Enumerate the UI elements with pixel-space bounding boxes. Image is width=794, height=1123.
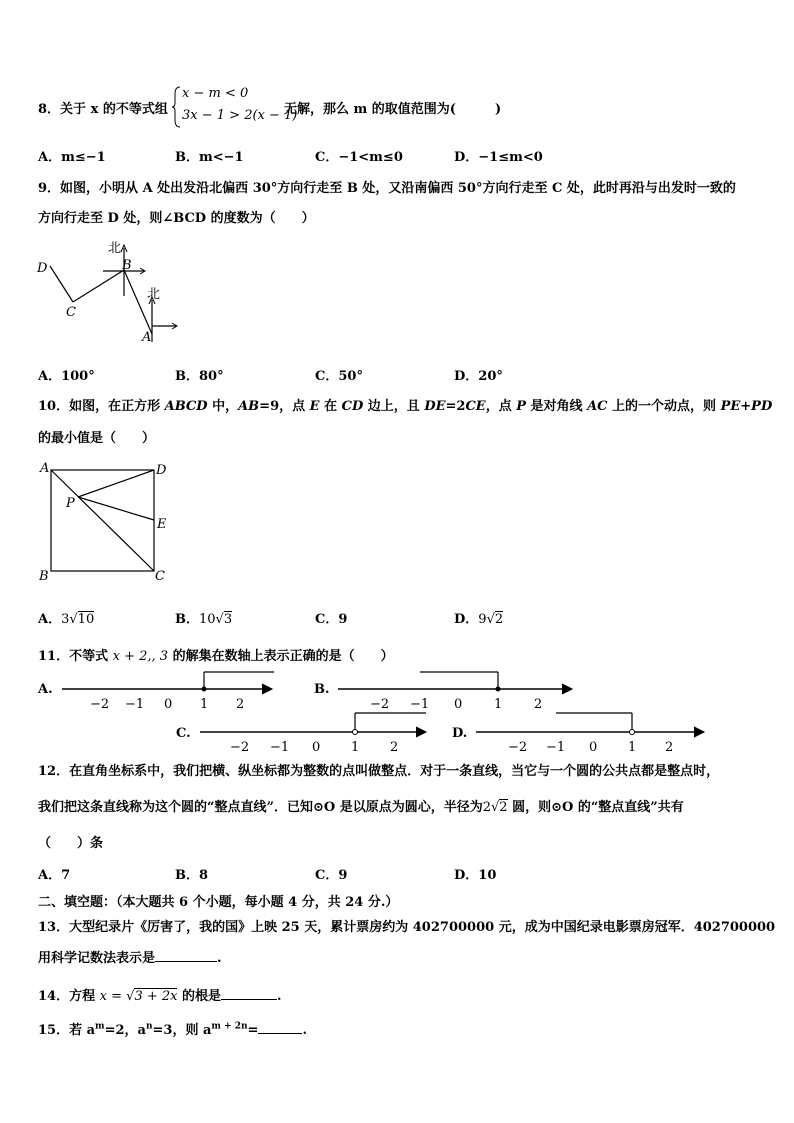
q8-system-line1: x − m < 0 [182,86,249,101]
q15-exp-m2n: m + 2n [211,1021,248,1032]
q8-options [38,146,758,164]
q15-answer-blank[interactable] [258,1021,302,1034]
q11-option-c-letter: C. [176,726,191,741]
q9-label-d: D [37,261,48,276]
q11-b-tick-2: 2 [534,697,543,712]
q11-a-tick-2: 2 [236,697,245,712]
q14-lhs: x [99,989,107,1004]
q12-line2 [38,796,684,815]
q11-a-tick-1: 1 [200,697,209,712]
q8-option-b: B．m<−1 [175,150,244,165]
q14-answer-blank[interactable] [221,987,277,1000]
q10-figure [36,458,176,588]
q12-option-a: A．7 [38,868,71,883]
q15-exp-n: n [145,1021,153,1032]
q15-text-1: 15．若 a [38,1023,96,1038]
q11-c-tick-2: 2 [390,740,399,755]
q9-figure [35,238,185,348]
q10-option-a [38,608,94,627]
q12-line3: （ ）条 [38,836,104,851]
q9-label-a: A [142,330,152,345]
q9-label-north-top: 北 [108,241,122,256]
q8-stem [38,98,168,117]
q12-option-b: B．8 [175,868,209,883]
q8-option-c: C．−1<m≤0 [315,150,403,165]
q9-options [38,365,758,383]
q11-b-tick-neg1: −1 [410,697,430,712]
q10-label-p: P [66,496,75,511]
q8-system-line2: 3x − 1 > 2(x − 1) [182,108,298,123]
q9-option-a: A．100° [38,369,95,384]
q12-text-2: 圆，则⊙O 的“整点直线”共有 [507,800,684,815]
q11-a-tick-neg2: −2 [90,697,110,712]
q10-option-c [315,608,347,627]
q11-b-tick-0: 0 [454,697,463,712]
q15-equals: = [247,1023,259,1038]
q10-label-d: D [156,463,167,478]
q11-text-1: 11．不等式 [38,649,113,664]
q11-text-2: 的解集在数轴上表示正确的是（ ） [168,649,394,664]
q15-text-3: =3，则 a [152,1023,212,1038]
q11-option-d-letter: D. [452,726,468,741]
q14-radical: √3 + 2x [126,989,178,1004]
q10-option-b-letter: B． [175,612,199,627]
q11-c-tick-neg2: −2 [230,740,250,755]
q10-option-a-coef: 3 [61,612,70,627]
q10-text-3: =9，点 [259,399,310,414]
q11-stem [38,645,394,664]
q10-text-6: =2 [445,399,466,414]
q10-option-d [454,608,503,627]
q11-d-tick-0: 0 [589,740,598,755]
q10-ab: AB [238,399,260,414]
q10-option-a-radicand: 10 [77,612,95,627]
q10-option-b-coef: 10 [199,612,216,627]
q15-text-2: =2，a [104,1023,146,1038]
q10-option-a-radical: √10 [69,612,95,627]
q10-cd: CD [341,399,364,414]
q10-text-2: 中， [207,399,239,414]
q8-suffix: 无解，那么 m 的取值范围为( ) [284,102,502,117]
q12-line1: 12．在直角坐标系中，我们把横、纵坐标都为整数的点叫做整点．对于一条直线，当它与一个圆的公共点都是整点时， [38,764,720,779]
q10-option-b-radicand: 3 [223,612,233,627]
q10-text-5: 边上，且 [363,399,425,414]
q11-c-tick-1: 1 [351,740,360,755]
q11-inequality: x + 2,, 3 [112,649,169,664]
q10-text-9: 上的一个动点，则 [607,399,721,414]
q12-option-d: D．10 [454,868,497,883]
q11-d-tick-1: 1 [628,740,637,755]
q12-options [38,864,758,882]
q8-system [172,86,298,128]
q10-label-e: E [157,517,167,532]
q11-c-tick-0: 0 [312,740,321,755]
q10-option-d-coef: 9 [478,612,487,627]
q11-b-tick-1: 1 [494,697,503,712]
q13-period: . [217,951,222,966]
section-2-title: 二、填空题：（本大题共 6 个小题，每小题 4 分，共 24 分.） [38,895,399,910]
q10-option-d-radical: √2 [486,612,504,627]
q14-period: . [277,989,282,1004]
q10-option-c-letter: C． [315,612,339,627]
q8-option-d: D．−1≤m<0 [454,150,543,165]
q10-ac: AC [587,399,608,414]
q12-radius-radicand: 2 [499,800,508,815]
q14-equals: = [106,989,127,1004]
q14-prefix: 14．方程 [38,989,100,1004]
q10-option-a-letter: A． [38,612,62,627]
q11-a-tick-0: 0 [164,697,173,712]
q10-point-p: P [516,399,527,414]
q11-d-tick-2: 2 [665,740,674,755]
q10-text-7: ，点 [485,399,517,414]
q8-brace [172,86,182,128]
q10-square-name: ABCD [164,399,208,414]
q9-label-north-bottom: 北 [147,287,161,302]
q8-option-a: A．m≤−1 [38,150,106,165]
q10-label-b: B [39,569,49,584]
q9-option-c: C．50° [315,369,363,384]
q13-line1: 13．大型纪录片《厉害了，我的国》上映 25 天，累计票房约为 402700000 元，成为中国纪录电影票房冠军．402700000 [38,920,776,935]
q12-radius-coef: 2 [482,800,491,815]
q12-radius: 2√2 [482,800,508,815]
q14-radicand: 3 + 2x [134,989,178,1004]
q13-answer-blank[interactable] [155,949,217,962]
q10-pe-pd: PE+PD [720,399,773,414]
q9-line2: 方向行走至 D 处，则∠BCD 的度数为（ ） [38,211,315,226]
q11-b-tick-neg2: −2 [370,697,390,712]
q9-option-b: B．80° [175,369,224,384]
q11-option-b-letter: B. [314,682,330,697]
q10-text-4: 在 [319,399,342,414]
q15-exp-m: m [95,1021,105,1032]
q10-option-d-radicand: 2 [494,612,504,627]
q11-d-tick-neg2: −2 [508,740,528,755]
q10-option-d-letter: D． [454,612,479,627]
q10-label-a: A [40,461,50,476]
q13-line2 [38,947,222,966]
q9-label-b: B [122,258,132,273]
q10-text-8: 是对角线 [526,399,588,414]
q10-line1 [38,395,772,414]
q10-option-c-value: 9 [338,612,348,627]
q10-ce: CE [465,399,486,414]
q10-option-b-radical: √3 [215,612,233,627]
q13-text: 用科学记数法表示是 [38,951,156,966]
q11-number-lines [0,665,760,755]
q14-line [38,985,282,1004]
q10-de: DE [424,399,446,414]
q11-option-a-letter: A. [38,682,53,697]
q11-d-tick-neg1: −1 [546,740,566,755]
q10-label-c: C [155,569,165,584]
q15-period: . [302,1023,307,1038]
q14-suffix: 的根是 [177,989,221,1004]
q10-text-1: 10．如图，在正方形 [38,399,165,414]
q12-text-1: 我们把这条直线称为这个圆的“整点直线”．已知⊙O 是以原点为圆心，半径为 [38,800,483,815]
q10-option-b [175,608,232,627]
q10-options [38,608,758,630]
q9-line1: 9．如图，小明从 A 处出发沿北偏西 30°方向行走至 B 处，又沿南偏西 50°方向行走至 C 处，此时再沿与出发时一致的 [38,181,736,196]
q9-label-c: C [66,305,76,320]
q11-c-tick-neg1: −1 [270,740,290,755]
q9-option-d: D．20° [454,369,503,384]
q12-option-c: C．9 [315,868,348,883]
q15-line [38,1019,307,1038]
q11-a-tick-neg1: −1 [125,697,145,712]
q8-prefix: 8．关于 x 的不等式组 [38,102,168,117]
q10-point-e: E [309,399,320,414]
q10-line2: 的最小值是（ ） [38,431,156,446]
